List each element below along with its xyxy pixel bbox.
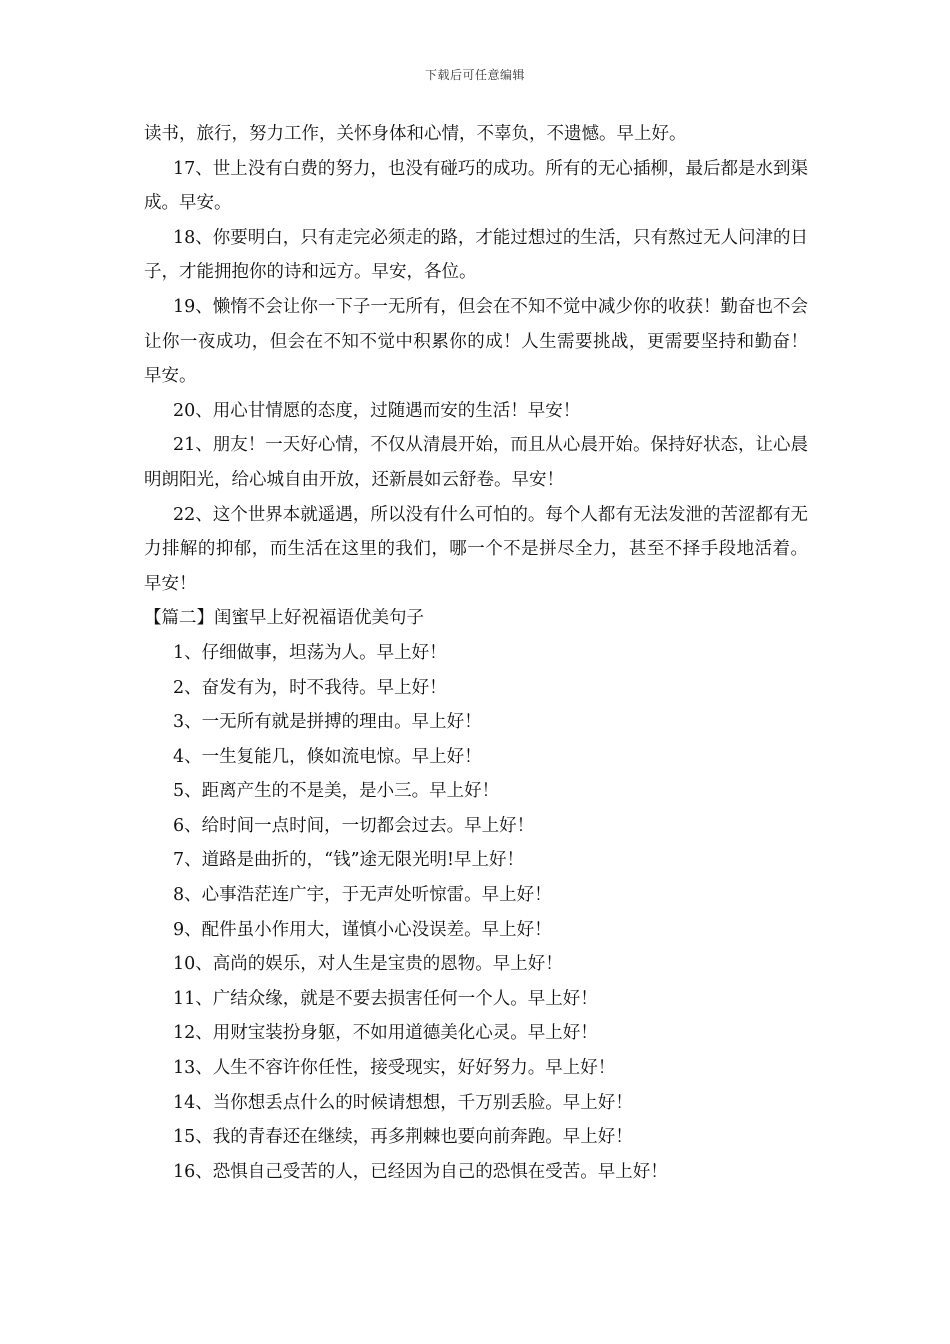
list-item: 2、奋发有为，时不我待。早上好！ (173, 677, 447, 698)
section-title: 【篇二】闺蜜早上好祝福语优美句子 (144, 608, 424, 629)
paragraph-19: 19、懒惰不会让你一下子一无所有，但会在不知不觉中减少你的收获！勤奋也不会让你一夜成功，但会在不知不觉中积累你的成！人生需要挑战，更需要坚持和勤奋！早安。 (144, 296, 808, 387)
paragraph-22: 22、这个世界本就遥遇，所以没有什么可怕的。每个人都有无法发泄的苦涩都有无力排解的抑郁，而生活在这里的我们，哪一个不是拼尽全力，甚至不择手段地活着。早安！ (144, 504, 808, 594)
list-item: 4、一生复能几，倏如流电惊。早上好！ (173, 746, 482, 767)
paragraph-continuation: 读书，旅行，努力工作，关怀身体和心情，不辜负，不遗憾。早上好。 (144, 124, 687, 144)
list-item: 16、恐惧自己受苦的人，已经因为自己的恐惧在受苦。早上好！ (173, 1161, 668, 1182)
paragraph-17: 17、世上没有白费的努力，也没有碰巧的成功。所有的无心插柳，最后都是水到渠成。早安。 (144, 158, 808, 214)
list-item: 15、我的青春还在继续，再多荆棘也要向前奔跑。早上好！ (173, 1127, 633, 1148)
paragraph-20: 20、用心甘情愿的态度，过随遇而安的生活！早安！ (173, 400, 581, 421)
list-item: 1、仔细做事，坦荡为人。早上好！ (173, 642, 447, 663)
list-item: 7、道路是曲折的，“钱”途无限光明!早上好！ (173, 850, 525, 871)
paragraph-18: 18、你要明白，只有走完必须走的路，才能过想过的生活，只有熬过无人问津的日子，才能拥抱你的诗和远方。早安，各位。 (144, 227, 808, 283)
list-item: 14、当你想丢点什么的时候请想想，千万别丢脸。早上好！ (173, 1092, 633, 1113)
list-item: 3、一无所有就是拼搏的理由。早上好！ (173, 712, 482, 733)
list-item: 5、距离产生的不是美，是小三。早上好！ (173, 781, 500, 802)
list-item: 9、配件虽小作用大，谨慎小心没误差。早上好！ (173, 919, 552, 940)
list-item: 13、人生不容许你任性，接受现实，好好努力。早上好！ (173, 1058, 616, 1079)
paragraph-21: 21、朋友！一天好心情，不仅从清晨开始，而且从心晨开始。保持好状态，让心晨明朗阳光，给心城自由开放，还新晨如云舒卷。早安！ (144, 435, 808, 490)
page-header: 下载后可任意编辑 (424, 68, 525, 82)
document-body (144, 117, 808, 1189)
list-item: 11、广结众缘，就是不要去损害任何一个人。早上好！ (173, 988, 598, 1009)
list-item: 10、高尚的娱乐，对人生是宝贵的恩物。早上好！ (173, 954, 563, 975)
list-item: 6、给时间一点时间，一切都会过去。早上好！ (173, 815, 535, 836)
list-item: 8、心事浩茫连广宇，于无声处听惊雷。早上好！ (173, 885, 552, 906)
list-item: 12、用财宝装扮身躯，不如用道德美化心灵。早上好！ (173, 1023, 598, 1044)
